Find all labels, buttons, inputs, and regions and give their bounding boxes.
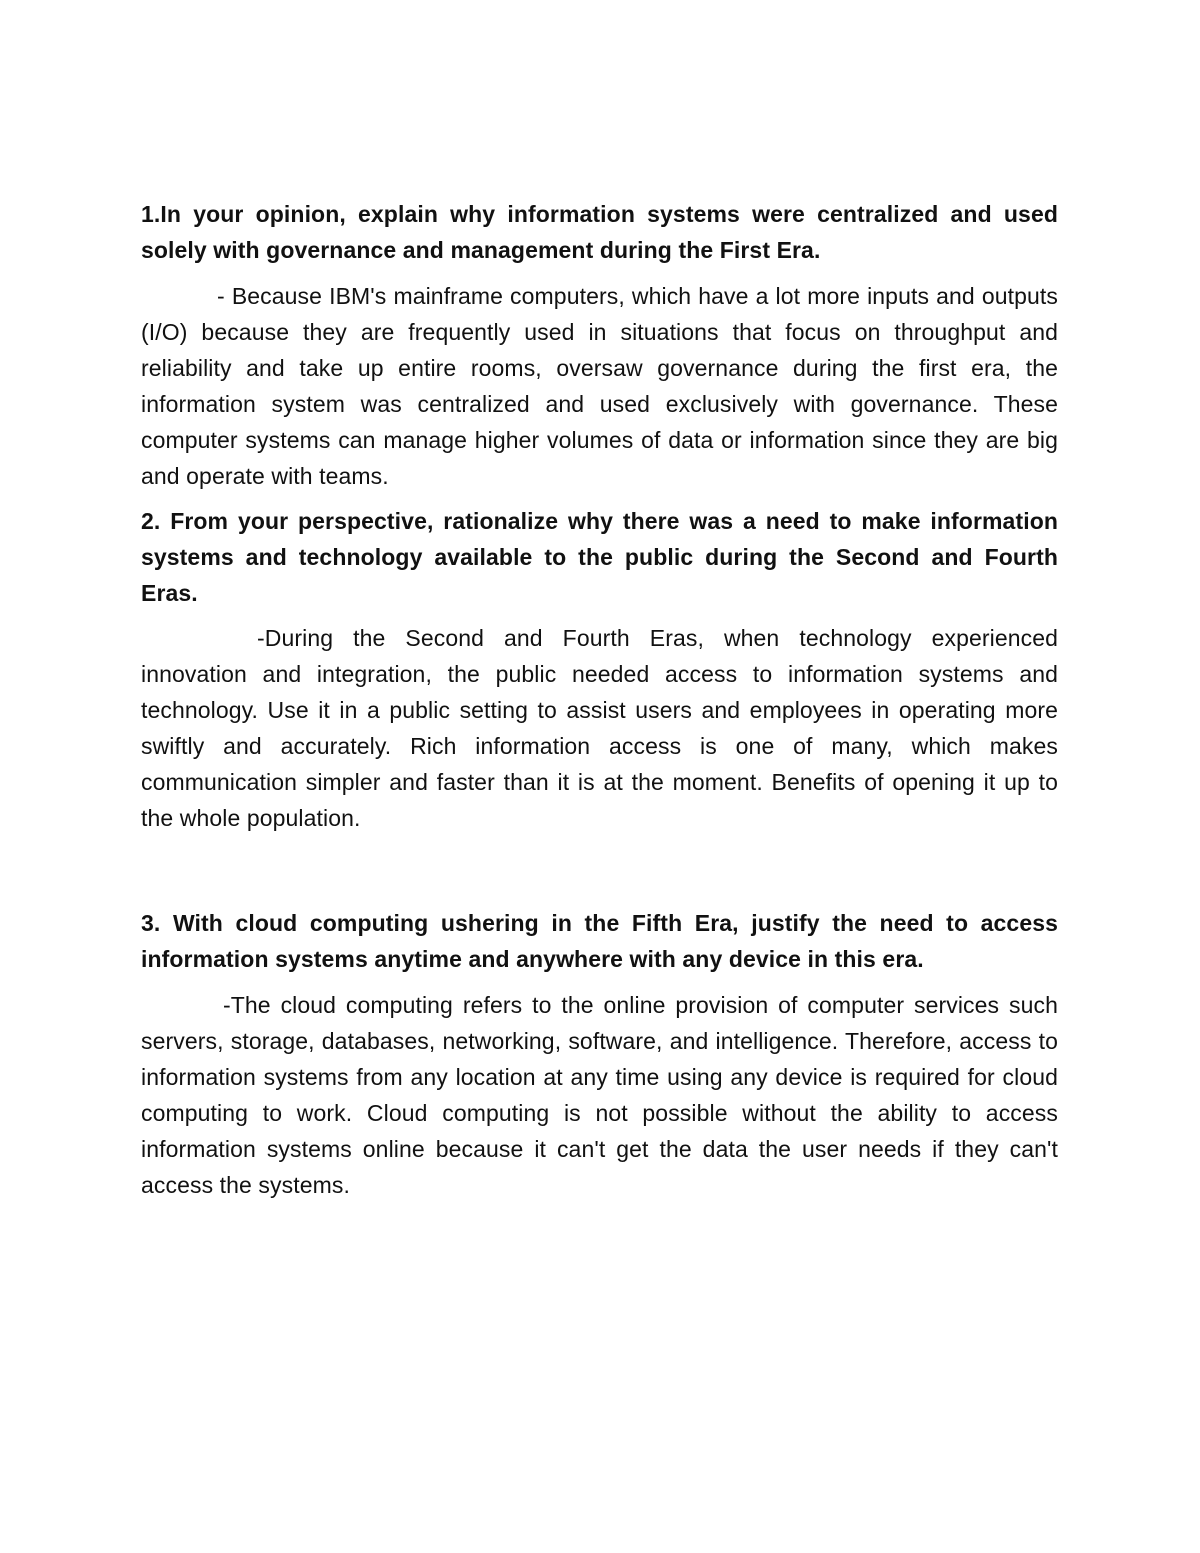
answer-1: - Because IBM's mainframe computers, which have a lot more inputs and outputs (I/O) because they are frequently used in situations that focus on throughput and reliability and take up entire rooms, oversaw governance during the first era, the information system was centralized and used exclusively with governance. These computer systems can manage higher volumes of data or information since they are big and operate with teams. — [141, 283, 1058, 489]
question-1: 1.In your opinion, explain why information systems were centralized and used solely with governance and management during the First Era. — [141, 201, 1058, 263]
question-3: 3. With cloud computing ushering in the Fifth Era, justify the need to access information systems anytime and anywhere with any device in this era. — [141, 910, 1058, 972]
answer-3: -The cloud computing refers to the online provision of computer services such servers, storage, databases, networking, software, and intelligence. Therefore, access to information systems from any location at any time using any device is required for cloud computing to work. Cloud computing is not possible without the ability to access information systems online because it can't get the data the user needs if they can't access the systems. — [141, 992, 1058, 1198]
answer-2: -During the Second and Fourth Eras, when technology experienced innovation and integration, the public needed access to information systems and technology. Use it in a public setting to assist users and employees in operating more swiftly and accurately. Rich information access is one of many, which makes communication simpler and faster than it is at the moment. Benefits of opening it up to the whole population. — [141, 625, 1058, 831]
question-2: 2. From your perspective, rationalize why there was a need to make information systems and technology available to the public during the Second and Fourth Eras. — [141, 508, 1058, 606]
document-body — [141, 196, 1058, 1203]
